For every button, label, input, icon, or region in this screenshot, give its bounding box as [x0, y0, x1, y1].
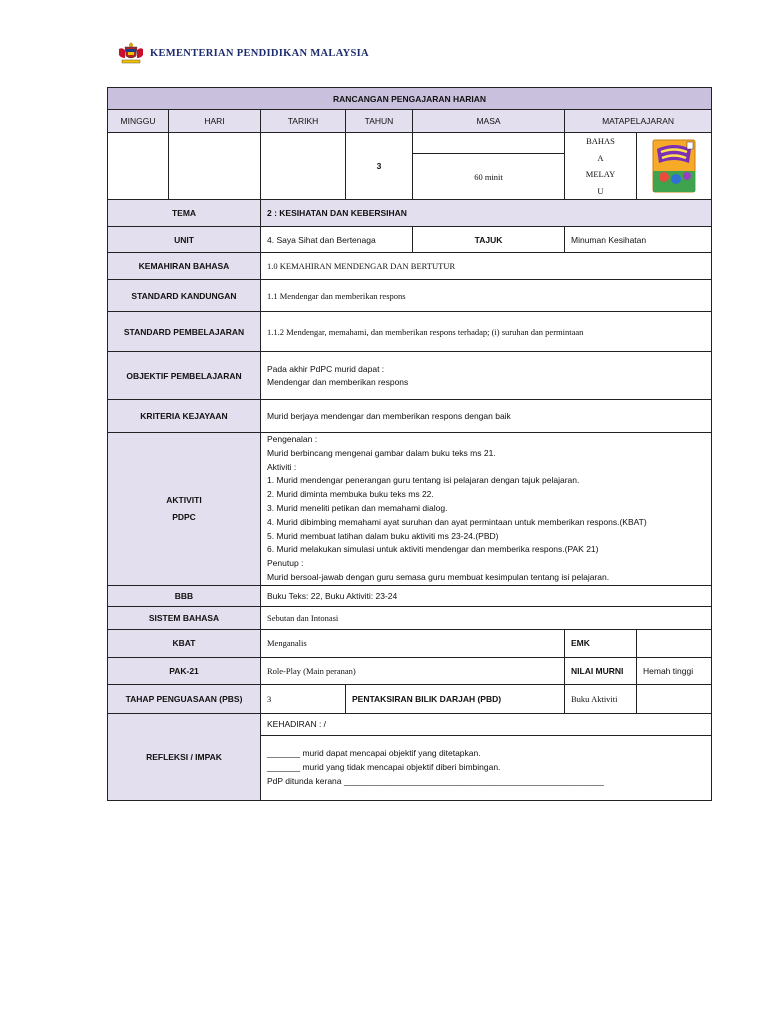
- minggu-value: [108, 133, 169, 200]
- kbat-value: Menganalis: [261, 629, 565, 657]
- aktiviti-label: [108, 433, 261, 586]
- ministry-name: KEMENTERIAN PENDIDIKAN MALAYSIA: [150, 48, 369, 59]
- kehadiran-value: KEHADIRAN : /: [261, 713, 712, 735]
- pbd-extra: [637, 684, 712, 713]
- nilai-murni-value: Hemah tinggi: [637, 657, 712, 684]
- objektif-row: [108, 352, 712, 400]
- tema-label: TEMA: [108, 200, 261, 227]
- refleksi-row-top: [108, 713, 712, 735]
- unit-label: UNIT: [108, 227, 261, 253]
- aktiviti-row: [108, 433, 712, 586]
- tahun-value: 3: [346, 133, 413, 200]
- aktiviti-line: Murid bersoal-jawab dengan guru semasa guru membuat kesimpulan tentang isi pelajaran.: [267, 571, 610, 582]
- kemahiran-row: [108, 253, 712, 280]
- subject-line: A: [597, 152, 604, 163]
- refleksi-label: REFLEKSI / IMPAK: [108, 713, 261, 800]
- hari-value: [169, 133, 261, 200]
- masa-top-value: [413, 133, 565, 154]
- standard-kandungan-label: STANDARD KANDUNGAN: [108, 280, 261, 312]
- aktiviti-line: 5. Murid membuat latihan dalam buku aktiviti ms 23-24.(PBD): [267, 530, 499, 541]
- subject-line: MELAY: [585, 169, 616, 179]
- textbook-cell: [637, 133, 712, 200]
- aktiviti-line: 6. Murid melakukan simulasi untuk aktiviti mendengar dan memberika respons.(PAK 21): [267, 544, 599, 555]
- kriteria-row: [108, 400, 712, 433]
- col-tahun: TAHUN: [346, 110, 413, 133]
- aktiviti-line: Pengenalan :: [267, 434, 318, 444]
- plan-title: RANCANGAN PENGAJARAN HARIAN: [108, 88, 712, 110]
- standard-pembelajaran-value: 1.1.2 Mendengar, memahami, dan memberikan respons terhadap; (i) suruhan dan permintaan: [261, 312, 712, 352]
- kemahiran-value: 1.0 KEMAHIRAN MENDENGAR DAN BERTUTUR: [261, 253, 712, 280]
- col-tarikh: TARIKH: [261, 110, 346, 133]
- kbat-label: KBAT: [108, 629, 261, 657]
- kriteria-label: KRITERIA KEJAYAAN: [108, 400, 261, 433]
- subject-line: U: [597, 185, 604, 196]
- standard-kandungan-row: [108, 280, 712, 312]
- col-masa: MASA: [413, 110, 565, 133]
- refleksi-line: _______ murid dapat mencapai objektif yang ditetapkan.: [267, 748, 481, 759]
- aktiviti-line: 4. Murid dibimbing memahami ayat suruhan dan ayat permintaan untuk memberikan respons.(KBAT): [267, 516, 647, 527]
- title-row: [108, 88, 712, 110]
- standard-kandungan-value: 1.1 Mendengar dan memberikan respons: [261, 280, 712, 312]
- subject-name: [565, 133, 637, 200]
- refleksi-line: PdP ditunda kerana _______________________________________________________: [267, 775, 604, 786]
- tema-value: 2 : KESIHATAN DAN KEBERSIHAN: [261, 200, 712, 227]
- aktiviti-line: 2. Murid diminta membuka buku teks ms 22.: [267, 489, 434, 500]
- objektif-label: OBJEKTIF PEMBELAJARAN: [108, 352, 261, 400]
- sistem-bahasa-value: Sebutan dan Intonasi: [261, 606, 712, 629]
- emk-value: [637, 629, 712, 657]
- standard-pembelajaran-row: [108, 312, 712, 352]
- aktiviti-label-line: PDPC: [172, 511, 196, 522]
- standard-pembelajaran-label: STANDARD PEMBELAJARAN: [108, 312, 261, 352]
- pak21-label: PAK-21: [108, 657, 261, 684]
- aktiviti-label-line: AKTIVITI: [166, 494, 202, 505]
- pak21-row: [108, 657, 712, 684]
- objektif-line: Pada akhir PdPC murid dapat :: [267, 364, 385, 374]
- col-minggu: MINGGU: [108, 110, 169, 133]
- aktiviti-line: 3. Murid meneliti petikan dan memahami dialog.: [267, 502, 448, 513]
- sistem-bahasa-label: SISTEM BAHASA: [108, 606, 261, 629]
- pak21-value: Role-Play (Main peranan): [261, 657, 565, 684]
- col-hari: HARI: [169, 110, 261, 133]
- bbb-value: Buku Teks: 22, Buku Aktiviti: 23-24: [261, 585, 712, 606]
- refleksi-value: [261, 735, 712, 800]
- kriteria-value: Murid berjaya mendengar dan memberikan respons dengan baik: [261, 400, 712, 433]
- tema-row: [108, 200, 712, 227]
- col-matapelajaran: MATAPELAJARAN: [565, 110, 712, 133]
- aktiviti-value: [261, 433, 712, 586]
- aktiviti-line: Aktiviti :: [267, 461, 297, 472]
- tajuk-label: TAJUK: [413, 227, 565, 253]
- tarikh-value: [261, 133, 346, 200]
- sistem-bahasa-row: [108, 606, 712, 629]
- pbd-value: Buku Aktiviti: [565, 684, 637, 713]
- emk-label: EMK: [565, 629, 637, 657]
- aktiviti-line: 1. Murid mendengar penerangan guru tentang isi pelajaran dengan tajuk pelajaran.: [267, 475, 580, 486]
- subject-line: BAHAS: [586, 136, 615, 146]
- objektif-value: [261, 352, 712, 400]
- aktiviti-line: Murid berbincang mengenai gambar dalam buku teks ms 21.: [267, 447, 496, 458]
- textbook-cover-image: [652, 139, 696, 193]
- tajuk-value: Minuman Kesihatan: [565, 227, 712, 253]
- bbb-row: [108, 585, 712, 606]
- unit-row: [108, 227, 712, 253]
- kemahiran-label: KEMAHIRAN BAHASA: [108, 253, 261, 280]
- nilai-murni-label: NILAI MURNI: [565, 657, 637, 684]
- tahap-label: TAHAP PENGUASAAN (PBS): [108, 684, 261, 713]
- masa-value: 60 minit: [413, 154, 565, 200]
- unit-value: 4. Saya Sihat dan Bertenaga: [261, 227, 413, 253]
- page-header: [116, 40, 369, 66]
- column-header-row: [108, 110, 712, 133]
- tahap-row: [108, 684, 712, 713]
- bbb-label: BBB: [108, 585, 261, 606]
- refleksi-line: _______ murid yang tidak mencapai objektif diberi bimbingan.: [267, 761, 501, 772]
- pbd-label: PENTAKSIRAN BILIK DARJAH (PBD): [346, 684, 565, 713]
- lesson-plan-table: [107, 87, 712, 801]
- malaysia-coat-of-arms-icon: [116, 41, 146, 65]
- kbat-row: [108, 629, 712, 657]
- aktiviti-line: Penutup :: [267, 558, 304, 569]
- info-row-top: [108, 133, 712, 154]
- objektif-line: Mendengar dan memberikan respons: [267, 376, 409, 387]
- tahap-value: 3: [261, 684, 346, 713]
